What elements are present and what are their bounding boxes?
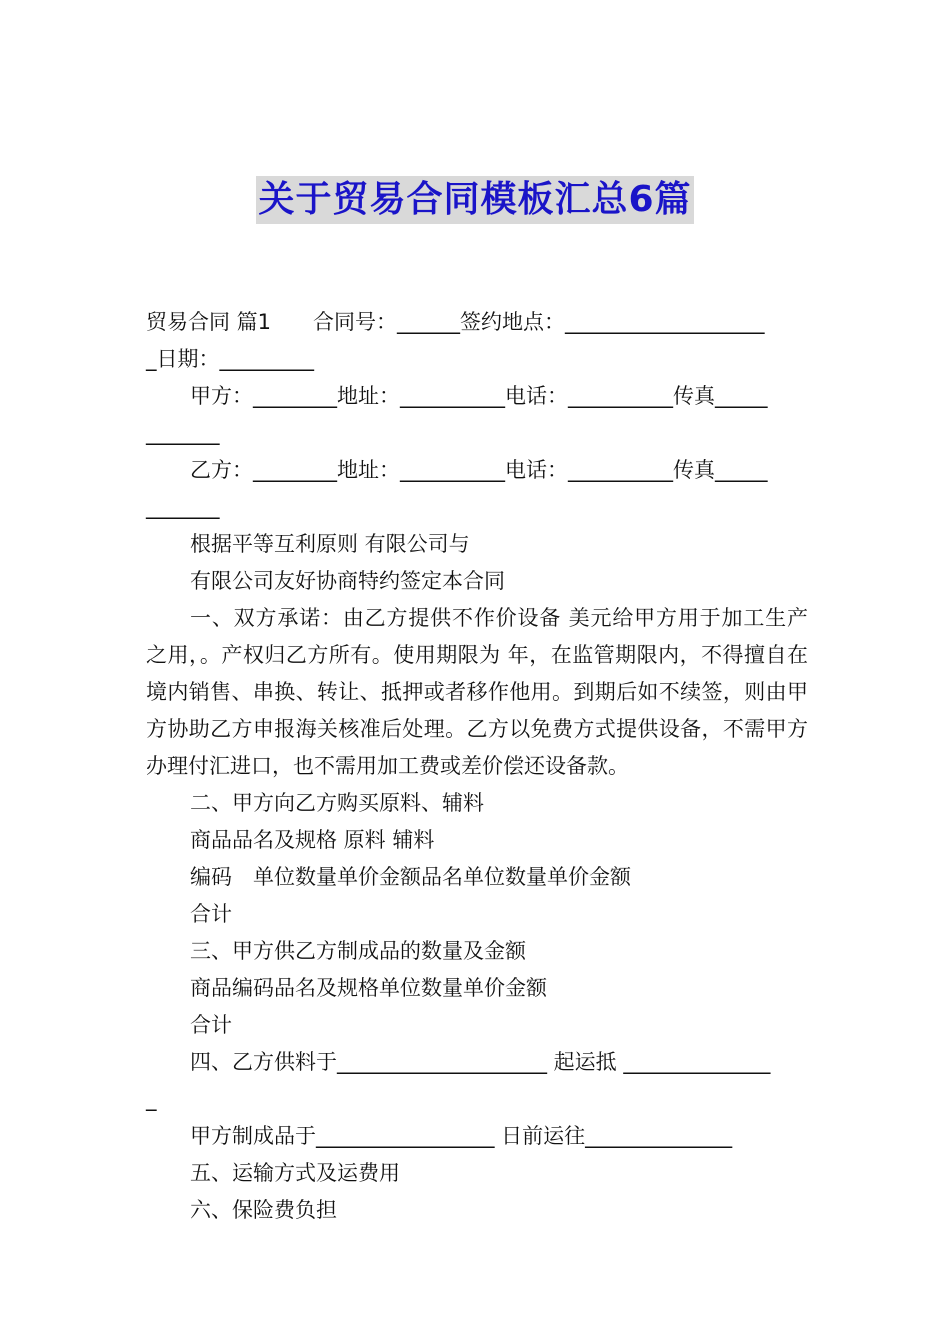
clause-6-heading: 六、保险费负担 [190,1198,337,1222]
agreement-line: 有限公司友好协商特约签定本合同 [190,569,505,593]
party-a-fax-continuation: _______ [146,421,220,445]
principle-line: 根据平等互利原则 有限公司与 [190,532,470,556]
clause-3-table-columns: 商品编码品名及规格单位数量单价金额 [190,976,547,1000]
clause-2-table-columns: 编码 单位数量单价金额品名单位数量单价金额 [190,865,631,889]
document-body [146,304,808,1229]
party-a-line: 甲方：________地址：__________电话：__________传真_____ [190,384,768,408]
clause-4-delivery: 甲方制成品于_________________ 日前运往______________ [190,1124,733,1148]
clause-4-heading: 四、乙方供料于____________________ 起运抵 ______________ [190,1050,771,1074]
document-title: 关于贸易合同模板汇总6篇 [256,176,693,224]
clause-2-heading: 二、甲方向乙方购买原料、辅料 [190,791,484,815]
clause-3-total: 合计 [190,1013,232,1037]
contract-header-line: 贸易合同 篇1 合同号：______签约地点：___________________ [146,310,765,334]
date-line: _日期：_________ [146,347,314,371]
party-b-fax-continuation: _______ [146,495,220,519]
clause-2-table-header: 商品品名及规格 原料 辅料 [190,828,435,852]
party-b-line: 乙方：________地址：__________电话：__________传真_____ [190,458,768,482]
title-container [0,176,950,224]
clause-4-continuation: _ [146,1087,157,1111]
clause-3-heading: 三、甲方供乙方制成品的数量及金额 [190,939,526,963]
clause-1-paragraph: 一、双方承诺：由乙方提供不作价设备 美元给甲方用于加工生产 之用，。产权归乙方所有。使用期限为 年，在监管期限内，不得擅自在境内销售、串换、转让、抵押或者移作他用。到期后如不续签，则由甲方协助乙方申报海关核准后处理。乙方以免费方式提供设备，不需甲方办理付汇进口，也不需用加工费或差价偿还设备款。 [146,606,808,778]
clause-5-heading: 五、运输方式及运费用 [190,1161,400,1185]
clause-2-total: 合计 [190,902,232,926]
